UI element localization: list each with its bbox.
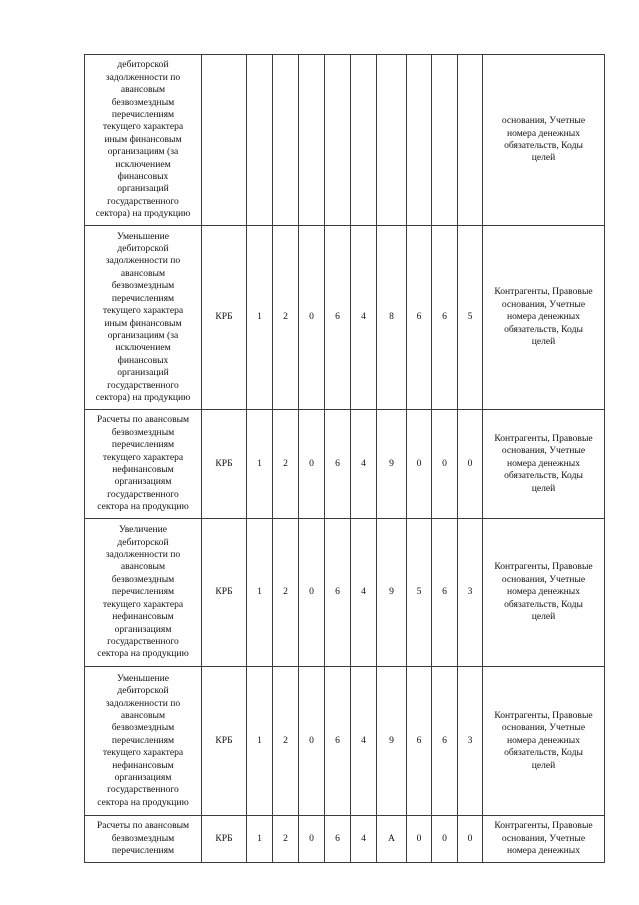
code-digit-cell: 1: [247, 519, 273, 667]
account-name-cell: Уменьшение дебиторской задолженности по авансовым безвозмездным перечислениям текущего характера иным финансовым организациям (за исключением финансовых организаций государственного сектора) на продукцию: [85, 226, 202, 410]
analytics-cell: основания, Учетные номера денежных обязательств, Коды целей: [483, 55, 605, 226]
table-row: [85, 410, 605, 519]
code-digit-cell: 4: [351, 226, 377, 410]
code-digit-cell: 6: [407, 226, 432, 410]
code-digit-cell: 5: [407, 519, 432, 667]
code-digit-cell: 6: [325, 816, 351, 863]
account-name-cell: Увеличение дебиторской задолженности по авансовым безвозмездным перечислениям текущего характера нефинансовым организациям государственного сектора на продукцию: [85, 519, 202, 667]
budget-cell: КРБ: [202, 519, 247, 667]
code-digit-cell: [377, 55, 407, 226]
code-digit-cell: 0: [432, 410, 458, 519]
code-digit-cell: [458, 55, 483, 226]
code-digit-cell: 5: [458, 226, 483, 410]
table-row: [85, 667, 605, 816]
code-digit-cell: 1: [247, 226, 273, 410]
budget-cell: КРБ: [202, 816, 247, 863]
code-digit-cell: 1: [247, 667, 273, 816]
code-digit-cell: 0: [299, 816, 325, 863]
analytics-cell: Контрагенты, Правовые основания, Учетные номера денежных обязательств, Коды целей: [483, 226, 605, 410]
code-digit-cell: 2: [273, 226, 299, 410]
code-digit-cell: [325, 55, 351, 226]
table-row: [85, 519, 605, 667]
code-digit-cell: 1: [247, 816, 273, 863]
code-digit-cell: 3: [458, 519, 483, 667]
code-digit-cell: 6: [325, 226, 351, 410]
code-digit-cell: 9: [377, 410, 407, 519]
code-digit-cell: А: [377, 816, 407, 863]
table-row: [85, 55, 605, 226]
code-digit-cell: 3: [458, 667, 483, 816]
accounts-table: [84, 54, 605, 863]
analytics-cell: Контрагенты, Правовые основания, Учетные номера денежных обязательств, Коды целей: [483, 667, 605, 816]
code-digit-cell: 6: [432, 519, 458, 667]
code-digit-cell: 9: [377, 519, 407, 667]
analytics-cell: Контрагенты, Правовые основания, Учетные номера денежных обязательств, Коды целей: [483, 519, 605, 667]
account-name-cell: дебиторской задолженности по авансовым безвозмездным перечислениям текущего характера иным финансовым организациям (за исключением финансовых организаций государственного сектора) на продукцию: [85, 55, 202, 226]
code-digit-cell: 0: [299, 410, 325, 519]
code-digit-cell: 9: [377, 667, 407, 816]
code-digit-cell: 4: [351, 410, 377, 519]
code-digit-cell: 6: [432, 226, 458, 410]
code-digit-cell: 4: [351, 519, 377, 667]
account-name-cell: Расчеты по авансовым безвозмездным перечислениям: [85, 816, 202, 863]
code-digit-cell: 4: [351, 667, 377, 816]
code-digit-cell: 6: [325, 667, 351, 816]
code-digit-cell: [351, 55, 377, 226]
code-digit-cell: 2: [273, 816, 299, 863]
code-digit-cell: 6: [325, 410, 351, 519]
table-row: [85, 816, 605, 863]
code-digit-cell: 2: [273, 410, 299, 519]
code-digit-cell: [299, 55, 325, 226]
budget-cell: [202, 55, 247, 226]
code-digit-cell: [273, 55, 299, 226]
code-digit-cell: 6: [432, 667, 458, 816]
code-digit-cell: 8: [377, 226, 407, 410]
analytics-cell: Контрагенты, Правовые основания, Учетные номера денежных обязательств, Коды целей: [483, 410, 605, 519]
code-digit-cell: 0: [299, 226, 325, 410]
code-digit-cell: 0: [299, 519, 325, 667]
analytics-cell: Контрагенты, Правовые основания, Учетные номера денежных: [483, 816, 605, 863]
code-digit-cell: 0: [407, 816, 432, 863]
code-digit-cell: 4: [351, 816, 377, 863]
code-digit-cell: 1: [247, 410, 273, 519]
code-digit-cell: 6: [407, 667, 432, 816]
code-digit-cell: 2: [273, 667, 299, 816]
budget-cell: КРБ: [202, 410, 247, 519]
code-digit-cell: [247, 55, 273, 226]
code-digit-cell: 0: [299, 667, 325, 816]
code-digit-cell: [407, 55, 432, 226]
code-digit-cell: 0: [458, 410, 483, 519]
code-digit-cell: 0: [458, 816, 483, 863]
code-digit-cell: [432, 55, 458, 226]
code-digit-cell: 2: [273, 519, 299, 667]
code-digit-cell: 6: [325, 519, 351, 667]
code-digit-cell: 0: [432, 816, 458, 863]
account-name-cell: Расчеты по авансовым безвозмездным перечислениям текущего характера нефинансовым организациям государственного сектора на продукцию: [85, 410, 202, 519]
budget-cell: КРБ: [202, 667, 247, 816]
account-name-cell: Уменьшение дебиторской задолженности по авансовым безвозмездным перечислениям текущего характера нефинансовым организациям государственного сектора на продукцию: [85, 667, 202, 816]
code-digit-cell: 0: [407, 410, 432, 519]
table-row: [85, 226, 605, 410]
budget-cell: КРБ: [202, 226, 247, 410]
